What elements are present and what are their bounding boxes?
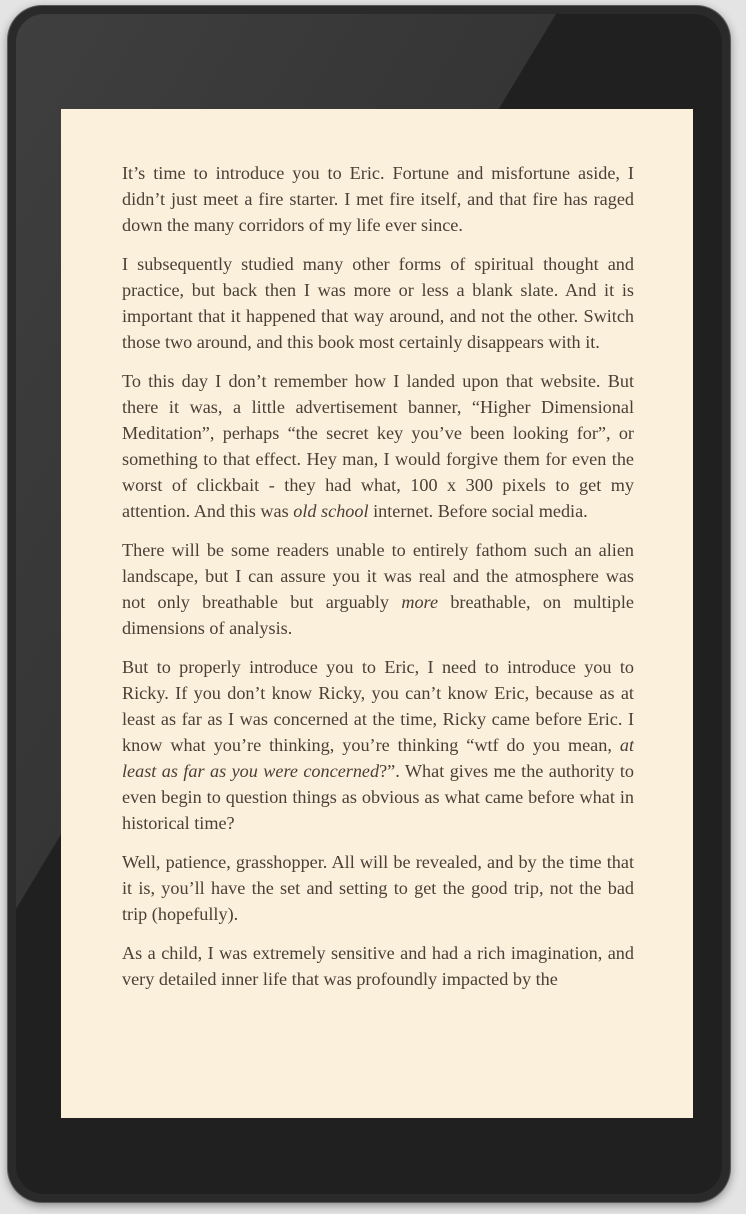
text-run: Well, patience, grasshopper. All will be revealed, and by the time that it is, you’ll have the set and setting to get the good trip, not the bad trip (hopefully). bbox=[122, 852, 634, 924]
text-run: There will be some readers unable to entirely fathom such an alien landscape, but I can assure you it was real and the atmosphere was not only breathable but arguably bbox=[122, 540, 634, 612]
text-run: To this day I don’t remember how I landed upon that website. But there it was, a little advertisement banner, “Higher Dimensional Meditation”, perhaps “the secret key you’ve been looking for”, or something to that effect. Hey man, I would forgive them for even the worst of clickbait - they had what, 100 x 300 pixels to get my attention. And this was bbox=[122, 371, 634, 521]
text-run: But to properly introduce you to Eric, I need to introduce you to Ricky. If you don’t know Ricky, you can’t know Eric, because as at least as far as I was concerned at the time, Ricky came before Eric. I know what you’re thinking, you’re thinking “wtf do you mean, bbox=[122, 657, 634, 755]
italic-text: at least as far as you were concerned bbox=[122, 735, 634, 781]
paragraph bbox=[122, 940, 634, 992]
text-run: breathable, on multiple dimensions of analysis. bbox=[122, 592, 634, 638]
text-run: ?”. What gives me the authority to even begin to question things as obvious as what came before what in historical time? bbox=[122, 761, 634, 833]
paragraph bbox=[122, 251, 634, 355]
italic-text: more bbox=[401, 592, 439, 612]
paragraph bbox=[122, 368, 634, 524]
paragraph bbox=[122, 160, 634, 238]
text-run: As a child, I was extremely sensitive and had a rich imagination, and very detailed inner life that was profoundly impacted by the bbox=[122, 943, 634, 989]
book-page-text bbox=[122, 160, 634, 1040]
reader-screen[interactable] bbox=[61, 109, 693, 1118]
text-run: I subsequently studied many other forms of spiritual thought and practice, but back then I was more or less a blank slate. And it is important that it happened that way around, and not the other. Switch those two around, and this book most certainly disappears with it. bbox=[122, 254, 634, 352]
italic-text: old school bbox=[293, 501, 369, 521]
ereader-device bbox=[8, 6, 730, 1202]
text-run: internet. Before social media. bbox=[368, 501, 588, 521]
text-run: It’s time to introduce you to Eric. Fortune and misfortune aside, I didn’t just meet a fire starter. I met fire itself, and that fire has raged down the many corridors of my life ever since. bbox=[122, 163, 634, 235]
paragraph bbox=[122, 537, 634, 641]
paragraph bbox=[122, 849, 634, 927]
paragraph bbox=[122, 654, 634, 836]
device-bezel bbox=[16, 14, 722, 1194]
